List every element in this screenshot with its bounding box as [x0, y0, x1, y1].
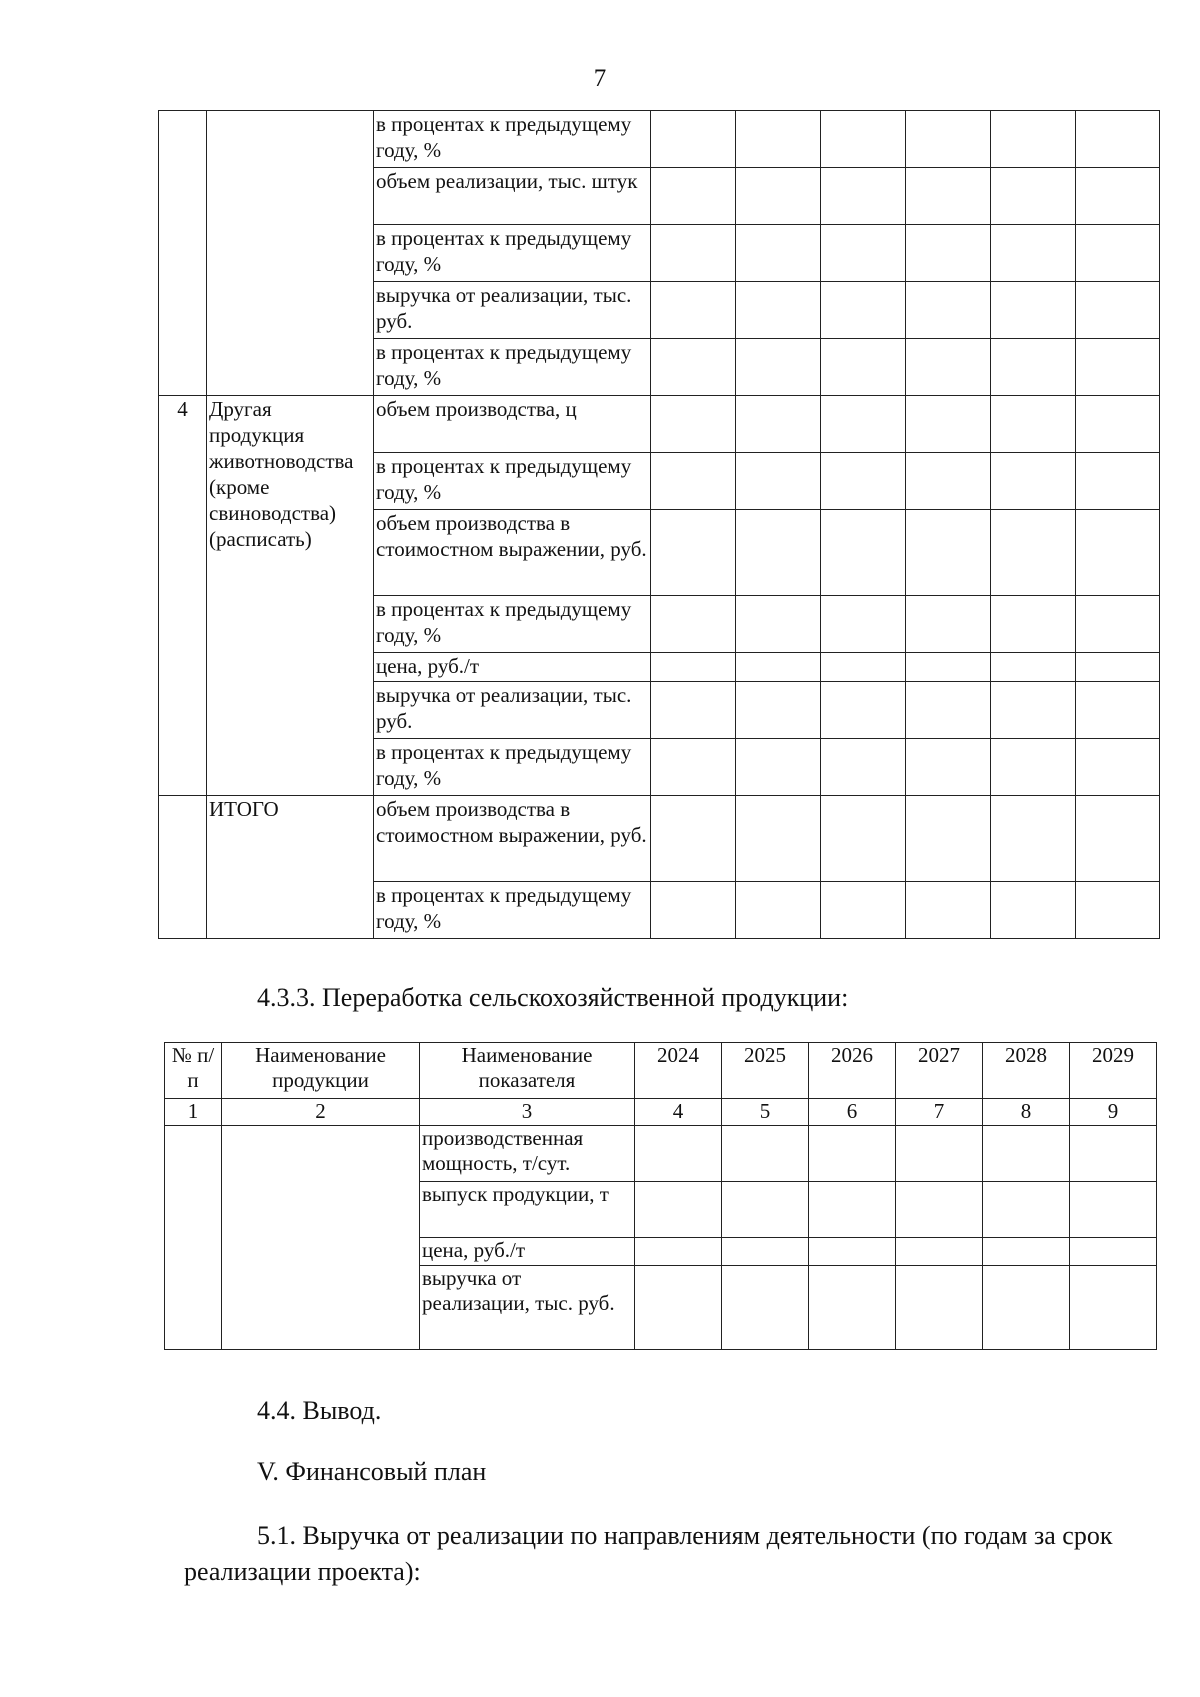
table-row: [159, 396, 1160, 453]
total-label-cell: ИТОГО: [207, 796, 374, 939]
header-cell: 2028: [983, 1043, 1070, 1099]
product-name-cell: [222, 1126, 420, 1350]
indicator-cell: в процентах к предыдущему году, %: [374, 596, 651, 653]
indicator-cell: выручка от реализации, тыс. руб.: [420, 1266, 635, 1350]
indicator-cell: объем производства в стоимостном выражении, руб.: [374, 796, 651, 882]
column-number-cell: 6: [809, 1099, 896, 1126]
header-cell: Наименование показателя: [420, 1043, 635, 1099]
header-cell: 2025: [722, 1043, 809, 1099]
indicator-cell: цена, руб./т: [420, 1238, 635, 1266]
column-number-cell: 9: [1070, 1099, 1157, 1126]
indicator-cell: цена, руб./т: [374, 653, 651, 682]
header-cell: Наименование продукции: [222, 1043, 420, 1099]
page-number: 7: [593, 65, 607, 92]
section-heading-5: V. Финансовый план: [257, 1457, 487, 1486]
column-number-cell: 7: [896, 1099, 983, 1126]
column-number-cell: 4: [635, 1099, 722, 1126]
row-number-cell: 4: [159, 396, 207, 796]
row-number-cell: [159, 796, 207, 939]
row-number-cell: [159, 111, 207, 396]
indicator-cell: в процентах к предыдущему году, %: [374, 739, 651, 796]
indicator-cell: выручка от реализации, тыс. руб.: [374, 682, 651, 739]
indicator-cell: объем производства в стоимостном выражении, руб.: [374, 510, 651, 596]
indicator-cell: в процентах к предыдущему году, %: [374, 225, 651, 282]
indicator-cell: в процентах к предыдущему году, %: [374, 882, 651, 939]
column-number-cell: 8: [983, 1099, 1070, 1126]
indicator-cell: в процентах к предыдущему году, %: [374, 453, 651, 510]
column-number-cell: 2: [222, 1099, 420, 1126]
column-number-row: [165, 1099, 1157, 1126]
indicator-cell: объем производства, ц: [374, 396, 651, 453]
indicator-cell: в процентах к предыдущему году, %: [374, 111, 651, 168]
section-paragraph-5-1: 5.1. Выручка от реализации по направлениям деятельности (по годам за срок реализации проекта):: [184, 1521, 1113, 1586]
table-row: [165, 1126, 1157, 1182]
table-header-row: [165, 1043, 1157, 1099]
table-row: [159, 796, 1160, 882]
header-cell: 2029: [1070, 1043, 1157, 1099]
row-number-cell: [165, 1126, 222, 1350]
column-number-cell: 3: [420, 1099, 635, 1126]
indicator-cell: в процентах к предыдущему году, %: [374, 339, 651, 396]
processing-table: [164, 1042, 1157, 1350]
section-heading-4-4: 4.4. Вывод.: [257, 1396, 382, 1425]
indicator-cell: объем реализации, тыс. штук: [374, 168, 651, 225]
livestock-production-table: [158, 110, 1160, 939]
indicator-cell: выручка от реализации, тыс. руб.: [374, 282, 651, 339]
table-row: [159, 111, 1160, 168]
column-number-cell: 5: [722, 1099, 809, 1126]
indicator-cell: выпуск продукции, т: [420, 1182, 635, 1238]
product-name-cell: Другая продукция животноводства (кроме свиноводства) (расписать): [207, 396, 374, 796]
header-cell: 2027: [896, 1043, 983, 1099]
indicator-cell: производственная мощность, т/сут.: [420, 1126, 635, 1182]
product-name-cell: [207, 111, 374, 396]
section-heading-4-3-3: 4.3.3. Переработка сельскохозяйственной продукции:: [257, 983, 849, 1012]
column-number-cell: 1: [165, 1099, 222, 1126]
header-cell: 2024: [635, 1043, 722, 1099]
header-cell: 2026: [809, 1043, 896, 1099]
header-cell: № п/п: [165, 1043, 222, 1099]
